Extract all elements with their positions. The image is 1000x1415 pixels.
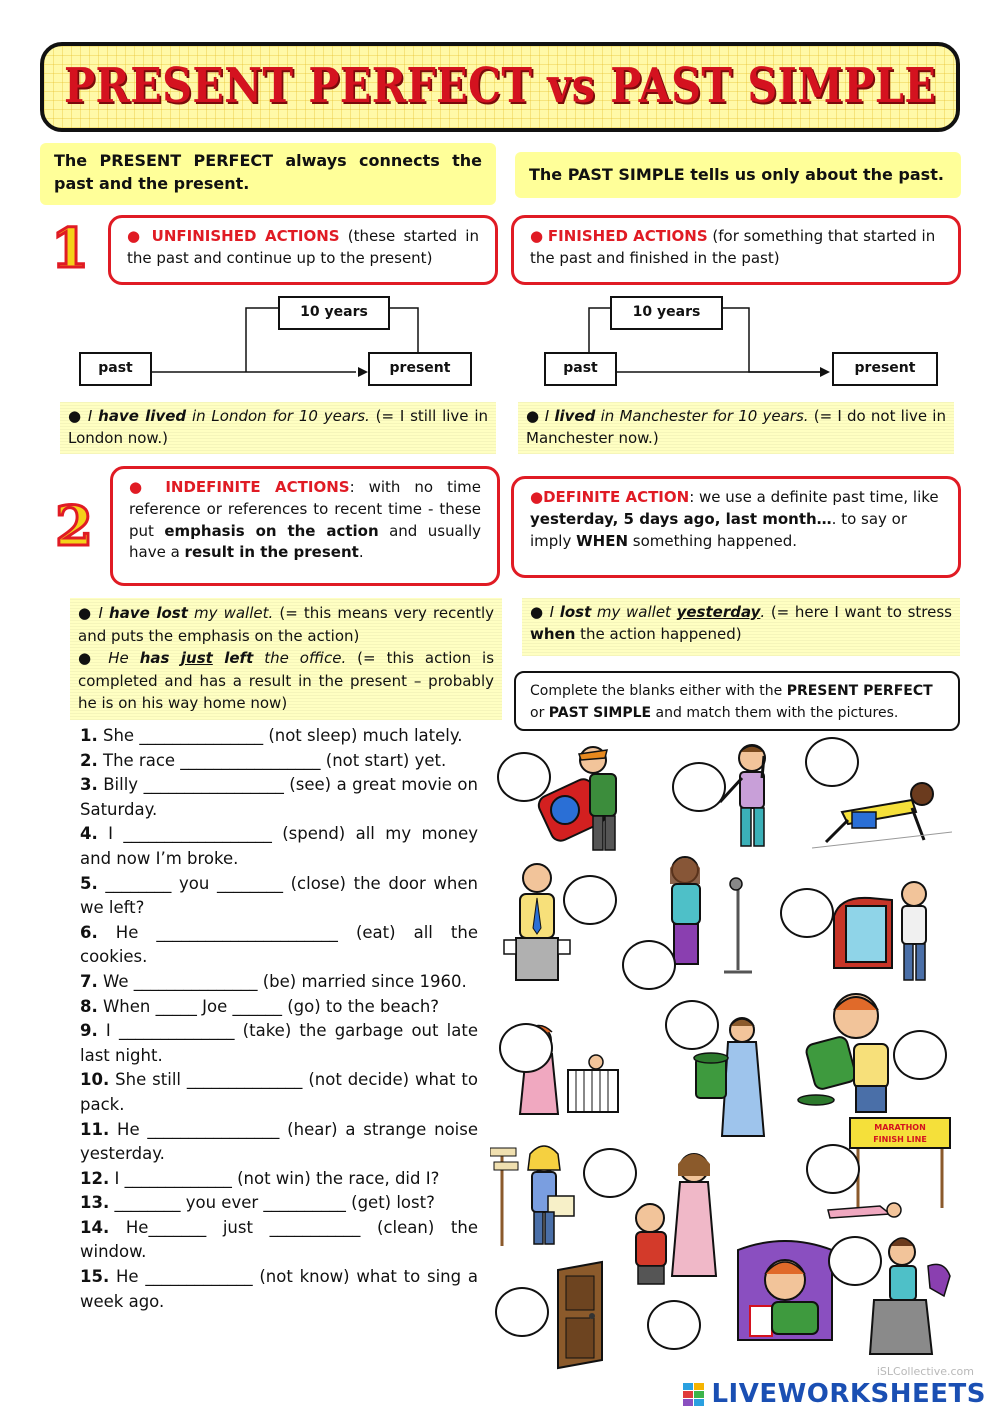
broke-man-illustration bbox=[492, 858, 582, 988]
example-past-simple-1: ● I lived in Manchester for 10 years. (= I do not live in Manchester now.) bbox=[518, 402, 954, 454]
indefinite-actions-box: ● INDEFINITE ACTIONS: with no time reference or references to recent time - these put emphasis on the action and usually have a result in the present. bbox=[110, 466, 500, 586]
timeline-right-past: past bbox=[544, 352, 617, 386]
cookie-boy-illustration bbox=[796, 988, 906, 1118]
lost-woman-illustration bbox=[490, 1140, 580, 1250]
answer-circle[interactable] bbox=[583, 1148, 637, 1198]
example-present-perfect-1: ● I have lived in London for 10 years. (= I still live in London now.) bbox=[60, 402, 496, 454]
packing-man-illustration bbox=[868, 1230, 958, 1360]
answer-circle[interactable] bbox=[495, 1287, 549, 1337]
answer-circle[interactable] bbox=[647, 1300, 701, 1350]
instructions-box: Complete the blanks either with the PRESENT PERFECT or PAST SIMPLE and match them with the pictures. bbox=[514, 671, 960, 731]
section-number-2: 2 bbox=[55, 493, 93, 558]
window-cleaner-illustration bbox=[830, 876, 940, 986]
answer-circle[interactable] bbox=[805, 737, 859, 787]
exercise-item[interactable]: 3. Billy _________________ (see) a great movie on Saturday. bbox=[80, 775, 478, 819]
exercise-item[interactable]: 9. I ______________ (take) the garbage out late last night. bbox=[80, 1021, 478, 1065]
liveworksheets-brand: LIVEWORKSHEETS bbox=[711, 1379, 986, 1409]
answer-circle[interactable] bbox=[806, 1144, 860, 1194]
answer-circle[interactable] bbox=[893, 1030, 947, 1080]
timeline-left-span: 10 years bbox=[278, 296, 390, 330]
timeline-right-span: 10 years bbox=[610, 296, 723, 330]
example-present-perfect-2: ● I have lost my wallet. (= this means very recently and puts the emphasis on the action) ● He has just left the office. (= this action is completed and has a result in the present – probably he is on his way home now) bbox=[70, 598, 502, 720]
unfinished-actions-box: ● UNFINISHED ACTIONS (these started in the past and continue up to the present) bbox=[108, 215, 498, 285]
title-banner bbox=[40, 42, 960, 132]
exercise-item[interactable]: 12. I _____________ (not win) the race, did I? bbox=[80, 1168, 440, 1188]
timeline-left-past: past bbox=[79, 352, 152, 386]
answer-circle[interactable] bbox=[672, 762, 726, 812]
exercise-list bbox=[80, 724, 478, 1314]
intro-past-simple: The PAST SIMPLE tells us only about the past. bbox=[515, 152, 961, 198]
exercise-item[interactable]: 1. She _______________ (not sleep) much lately. bbox=[80, 726, 463, 745]
exercise-item[interactable]: 5. ________ you ________ (close) the door when we left? bbox=[80, 873, 478, 918]
exercise-item[interactable]: 4. I __________________ (spend) all my money and now I’m broke. bbox=[80, 824, 478, 868]
svg-text:MARATHON: MARATHON bbox=[874, 1123, 926, 1132]
intro-present-perfect: The PRESENT PERFECT always connects the past and the present. bbox=[40, 143, 496, 205]
exercise-item[interactable]: 13. ________ you ever __________ (get) lost? bbox=[80, 1193, 435, 1213]
exercise-item[interactable]: 7. We _______________ (be) married since 1960. bbox=[80, 971, 467, 991]
answer-circle[interactable] bbox=[499, 1023, 553, 1073]
answer-circle[interactable] bbox=[563, 875, 617, 925]
answer-circle[interactable] bbox=[497, 752, 551, 802]
open-door-illustration bbox=[548, 1260, 612, 1370]
finished-actions-box: ● FINISHED ACTIONS (for something that started in the past and finished in the past) bbox=[511, 215, 961, 285]
liveworksheets-logo[interactable] bbox=[683, 1376, 986, 1414]
section-number-1: 1 bbox=[51, 215, 89, 280]
answer-circle[interactable] bbox=[828, 1236, 882, 1286]
timeline-left-present: present bbox=[368, 352, 472, 386]
example-past-simple-2: ● I lost my wallet yesterday. (= here I want to stress when the action happened) bbox=[522, 598, 960, 656]
exercise-item[interactable]: 6. He ______________________ (eat) all the cookies. bbox=[80, 922, 478, 967]
definite-action-box: ●DEFINITE ACTION: we use a definite past time, like yesterday, 5 days ago, last month…. to say or imply WHEN something happened. bbox=[511, 476, 961, 578]
married-couple-illustration bbox=[628, 1148, 728, 1288]
movie-boy-illustration bbox=[730, 1240, 840, 1350]
timeline-right-present: present bbox=[832, 352, 938, 386]
exercise-item[interactable]: 8. When _____ Joe ______ (go) to the beach? bbox=[80, 996, 440, 1016]
liveworksheets-icon bbox=[683, 1383, 705, 1407]
page-title: PRESENT PERFECT vs PAST SIMPLE bbox=[63, 58, 937, 115]
exercise-item[interactable]: 14. He_______ just ___________ (clean) the window. bbox=[80, 1217, 478, 1262]
answer-circle[interactable] bbox=[622, 940, 676, 990]
exercise-item[interactable]: 11. He ________________ (hear) a strange noise yesterday. bbox=[80, 1119, 478, 1164]
answer-circle[interactable] bbox=[780, 888, 834, 938]
exercise-item[interactable]: 2. The race _________________ (not start) yet. bbox=[80, 750, 447, 770]
exercise-item[interactable]: 10. She still ______________ (not decide) what to pack. bbox=[80, 1070, 478, 1114]
answer-circle[interactable] bbox=[665, 1000, 719, 1050]
man-with-suitcase-illustration bbox=[535, 738, 645, 858]
collective-credit: iSLCollective.com bbox=[876, 1365, 974, 1378]
exercise-item[interactable]: 15. He _____________ (not know) what to sing a week ago. bbox=[80, 1267, 478, 1311]
svg-text:FINISH LINE: FINISH LINE bbox=[873, 1135, 927, 1144]
